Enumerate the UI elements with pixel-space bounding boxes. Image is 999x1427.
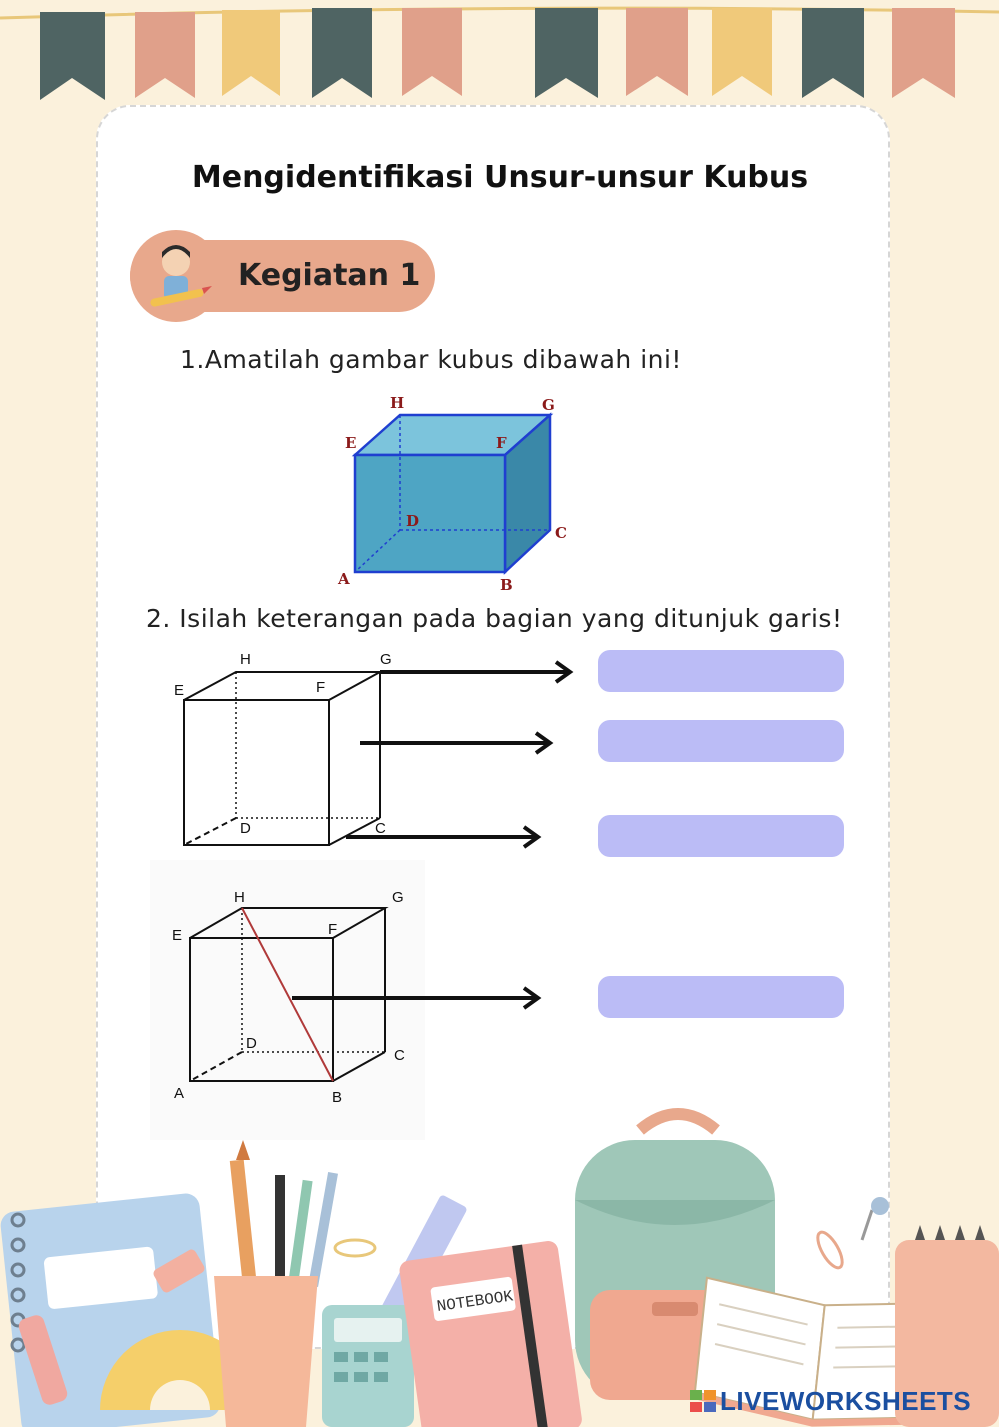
vertex-label-h: H (234, 889, 245, 906)
vertex-label-c: C (394, 1047, 405, 1064)
calculator-icon (322, 1305, 414, 1427)
vertex-label-g: G (392, 889, 404, 906)
page-title: Mengidentifikasi Unsur-unsur Kubus (191, 160, 809, 195)
activity-label: Kegiatan 1 (238, 258, 421, 293)
vertex-label-e: E (172, 927, 183, 944)
cube-arrows-diagram (150, 640, 590, 860)
vertex-label-c: C (375, 820, 386, 837)
vertex-label-d: D (246, 1035, 257, 1052)
vertex-label-f: F (328, 921, 338, 938)
notebook-label: NOTEBOOK (435, 1287, 515, 1316)
vertex-label-d: D (240, 820, 251, 837)
vertex-label-a: A (174, 1085, 185, 1102)
answer-input-3[interactable] (598, 815, 844, 857)
bunting-decoration (0, 0, 999, 110)
school-supplies-illustration (0, 1090, 999, 1427)
pencil-cup-icon (214, 1140, 338, 1427)
pushpin-icon (862, 1197, 889, 1240)
vertex-label-b: B (332, 1089, 343, 1106)
vertex-label-g: G (542, 396, 555, 414)
question-2-text: 2. Isilah keterangan pada bagian yang ditunjuk garis! (146, 604, 843, 633)
student-icon (130, 230, 222, 322)
vertex-label-h: H (390, 394, 405, 412)
paperclip-icon (335, 1240, 375, 1256)
answer-input-2[interactable] (598, 720, 844, 762)
vertex-label-g: G (380, 651, 392, 668)
arrow-1 (380, 662, 570, 682)
colored-cube-diagram (320, 390, 580, 595)
arrow-2 (360, 733, 550, 753)
brand-text: LIVEWORKSHEETS (720, 1386, 972, 1416)
answer-input-4[interactable] (598, 976, 844, 1018)
vertex-label-c: C (555, 524, 567, 542)
question-1-text: 1.Amatilah gambar kubus dibawah ini! (180, 345, 682, 374)
vertex-label-h: H (240, 651, 251, 668)
vertex-label-b: B (500, 576, 513, 594)
paperclip-right-icon (813, 1229, 847, 1272)
vertex-label-a: A (338, 570, 350, 588)
vertex-label-e: E (174, 682, 185, 699)
vertex-label-e: E (345, 434, 357, 452)
vertex-label-f: F (496, 434, 507, 452)
brand-watermark (688, 1386, 971, 1417)
activity-avatar (130, 230, 222, 322)
vertex-label-d: D (406, 512, 420, 530)
pink-notebook-icon (398, 1240, 583, 1427)
answer-input-1[interactable] (598, 650, 844, 692)
vertex-label-f: F (316, 679, 326, 696)
